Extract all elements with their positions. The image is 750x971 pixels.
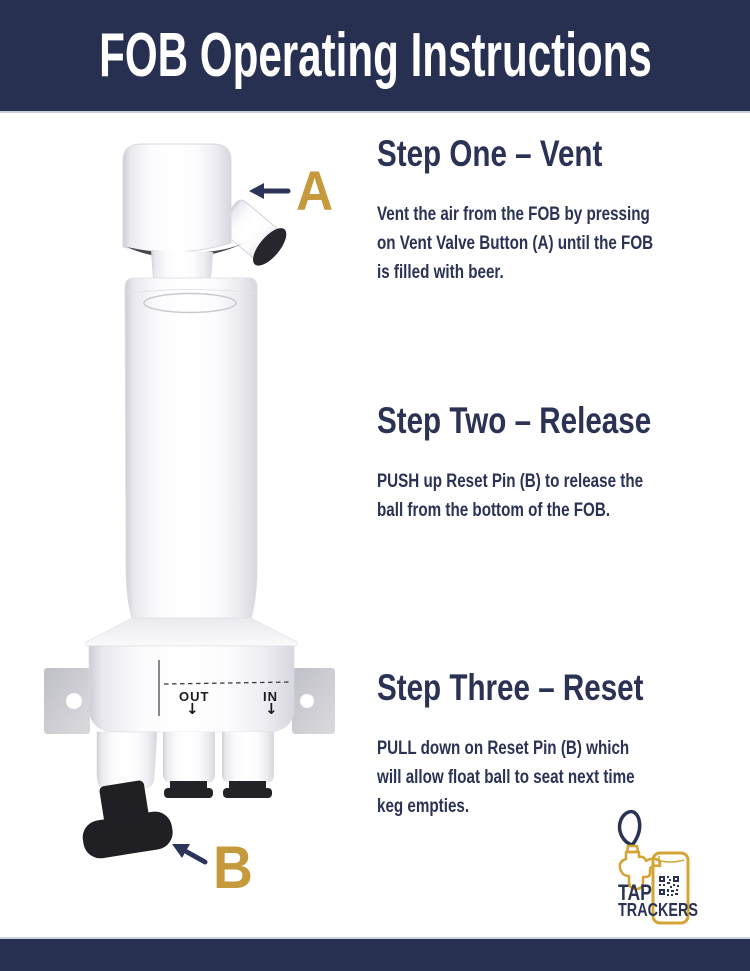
mounting-bracket-right	[292, 668, 335, 734]
tap-handle-icon	[620, 812, 640, 845]
arrow-b-icon	[172, 844, 205, 862]
step-one	[377, 134, 747, 287]
brand-name-line2: TRACKERS	[618, 900, 699, 920]
in-port-label: IN	[263, 689, 278, 704]
mounting-bracket-left	[44, 668, 90, 734]
page-title: FOB Operating Instructions	[98, 21, 652, 90]
step-three-heading: Step Three – Reset	[377, 667, 644, 708]
reset-pin	[75, 777, 175, 861]
in-down-arrow-icon: ↓	[265, 700, 278, 718]
in-port	[222, 732, 274, 798]
step-three-body: PULL down on Reset Pin (B) which will allow float ball to seat next time keg empties.	[377, 738, 635, 817]
fob-cone	[86, 618, 298, 646]
step-one-body: Vent the air from the FOB by pressing on Vent Valve Button (A) until the FOB is filled with beer.	[377, 204, 654, 283]
out-down-arrow-icon: ↓	[186, 700, 199, 718]
fob-cap	[123, 144, 248, 280]
out-port	[163, 732, 215, 798]
step-one-heading: Step One – Vent	[377, 133, 603, 174]
step-three	[377, 668, 747, 821]
step-two	[377, 401, 747, 525]
out-port-label: OUT	[179, 689, 210, 704]
reset-label-b: B	[213, 834, 253, 901]
step-two-heading: Step Two – Release	[377, 400, 652, 441]
brand-logo	[610, 806, 730, 936]
fob-body	[125, 278, 257, 618]
qr-code-icon	[659, 876, 679, 896]
footer-bar	[0, 937, 750, 971]
vent-label-a: A	[296, 159, 334, 222]
step-two-body: PUSH up Reset Pin (B) to release the ball from the bottom of the FOB.	[377, 471, 644, 521]
arrow-a-icon	[249, 183, 288, 199]
brand-name-line1: TAP	[618, 880, 652, 905]
